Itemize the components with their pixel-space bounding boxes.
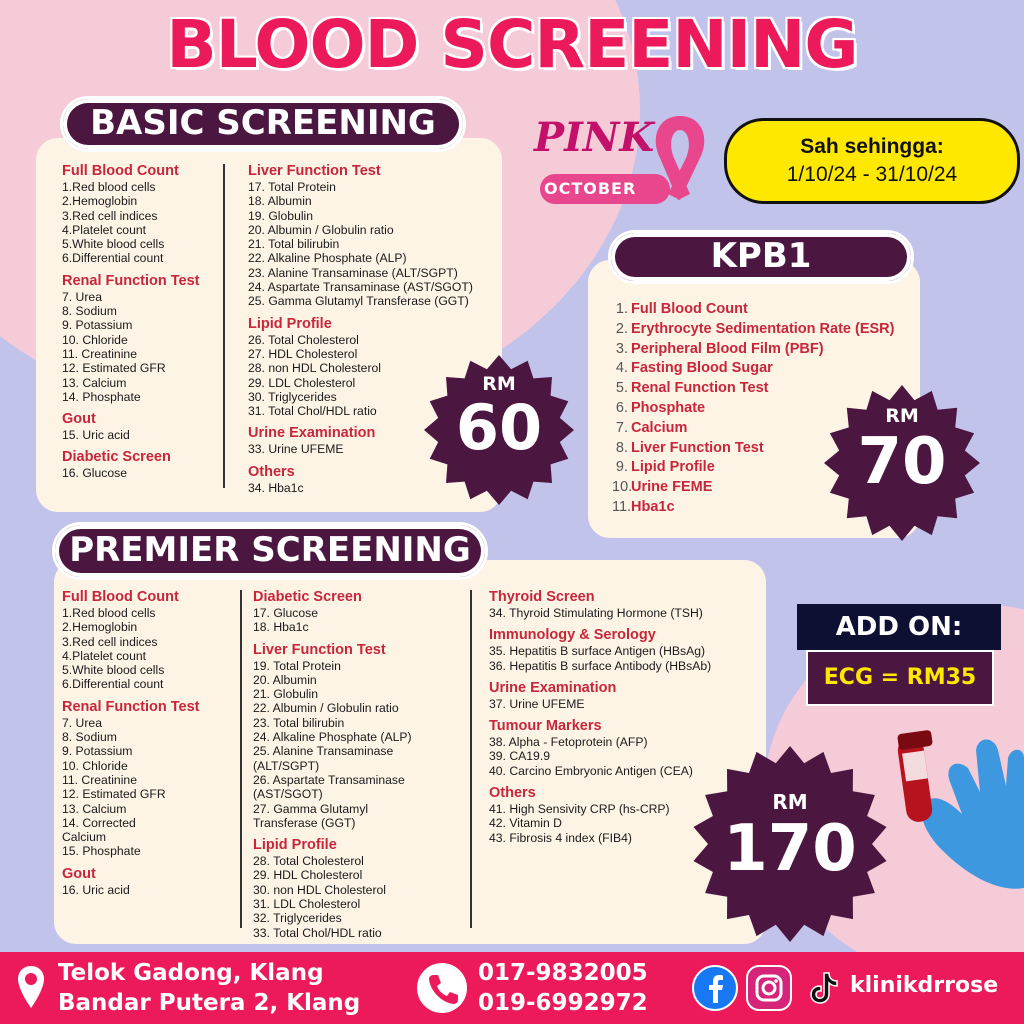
premier-divider-2 (470, 590, 472, 928)
validity-badge (724, 118, 1020, 204)
test-item: 18. Albumin (248, 194, 312, 209)
kpb1-item-label: Urine FEME (631, 479, 713, 496)
test-item: 33. Urine UFEME (248, 442, 344, 457)
test-item: 17. Total Protein (248, 180, 336, 194)
test-item: 11. Creatinine (62, 346, 137, 361)
test-item: 10. Chloride (62, 332, 128, 347)
kpb1-item-label: Renal Function Test (631, 380, 769, 397)
kpb1-title: KPB1 (608, 230, 914, 284)
test-item: 11. Creatinine (62, 772, 137, 787)
basic-price-badge (423, 355, 575, 505)
test-item: 28. Total Cholesterol (253, 854, 364, 869)
test-item: 32. Triglycerides (253, 911, 342, 926)
test-item: 4.Platelet count (62, 222, 147, 237)
kpb1-item-label: Erythrocyte Sedimentation Rate (ESR) (631, 320, 895, 337)
test-item: 5.White blood cells (62, 237, 165, 252)
test-item: 21. Total bilirubin (248, 237, 340, 252)
test-item: 1.Red blood cells (62, 606, 156, 620)
premier-divider-1 (240, 590, 242, 928)
kpb1-item (612, 359, 894, 379)
test-item: 30. non HDL Cholesterol (253, 882, 387, 897)
test-item: 3.Red cell indices (62, 634, 158, 649)
kpb1-item-number: 8. (615, 439, 628, 456)
test-item: 36. Hepatitis B surface Antibody (HBsAb) (489, 658, 712, 673)
test-item: 22. Albumin / Globulin ratio (253, 701, 399, 716)
pink-october-line2: OCTOBER (544, 179, 637, 198)
test-item: 40. Carcino Embryonic Antigen (CEA) (489, 763, 693, 778)
test-item: 10. Chloride (62, 758, 128, 773)
kpb1-price-value: 70 (857, 425, 947, 499)
footer-locations (58, 958, 360, 1018)
test-item: 2.Hemoglobin (62, 194, 138, 209)
addon-ecg: ECG = RM35 (806, 650, 994, 706)
test-item: 12. Estimated GFR (62, 787, 166, 802)
test-item: 20. Albumin / Globulin ratio (248, 222, 394, 237)
basic-price-value: 60 (455, 391, 543, 464)
kpb1-item-number: 2. (615, 320, 628, 337)
test-item: 5.White blood cells (62, 663, 165, 678)
test-item: 29. HDL Cholesterol (253, 868, 363, 883)
page-title: BLOOD SCREENING (166, 6, 858, 83)
test-item: 6.Differential count (62, 677, 164, 692)
test-item: 20. Albumin (253, 672, 317, 687)
section-title: Liver Function Test (253, 641, 386, 658)
test-item: 7. Urea (62, 715, 102, 730)
premier-price-value: 170 (723, 812, 857, 886)
kpb1-price-prefix: RM (885, 405, 919, 427)
kpb1-price-badge (824, 385, 980, 541)
test-item: 31. Total Chol/HDL ratio (248, 404, 377, 419)
section-title: Gout (62, 865, 96, 882)
section-title: Renal Function Test (62, 698, 200, 715)
kpb1-item-number: 6. (615, 399, 628, 416)
test-item: 9. Potassium (62, 318, 133, 333)
test-item: 7. Urea (62, 289, 102, 304)
test-item: 18. Hba1c (253, 620, 309, 635)
section-title: Others (248, 463, 295, 480)
kpb1-item-number: 7. (615, 419, 628, 436)
addon-title: ADD ON: (797, 604, 1001, 650)
test-item: 24. Aspartate Transaminase (AST/SGOT) (248, 280, 473, 295)
test-item: 6.Differential count (62, 251, 164, 266)
premier-price-badge (690, 746, 890, 942)
phone-icon (416, 962, 468, 1014)
test-item: 19. Total Protein (253, 658, 341, 673)
test-item: 29. LDL Cholesterol (248, 375, 356, 390)
test-item: 13. Calcium (62, 801, 127, 816)
phone-1[interactable]: 017-9832005 (478, 960, 648, 986)
test-item: Transferase (GGT) (253, 815, 356, 830)
test-item: 23. Total bilirubin (253, 715, 345, 730)
kpb1-item (612, 340, 894, 360)
basic-price-prefix: RM (482, 373, 516, 395)
section-title: Lipid Profile (253, 837, 337, 854)
section-title: Full Blood Count (62, 163, 179, 179)
premier-screening-title: PREMIER SCREENING (52, 522, 488, 580)
kpb1-item-number: 11. (612, 498, 632, 515)
test-item: 31. LDL Cholesterol (253, 897, 361, 912)
section-title: Diabetic Screen (62, 449, 171, 466)
kpb1-item (612, 300, 894, 320)
premier-column-2 (253, 588, 463, 940)
premier-price-prefix: RM (772, 790, 808, 814)
test-item: 3.Red cell indices (62, 208, 158, 223)
test-item: 14. Corrected (62, 815, 136, 830)
test-item: 34. Thyroid Stimulating Hormone (TSH) (489, 606, 703, 620)
section-title: Diabetic Screen (253, 589, 362, 605)
kpb1-item-number: 1. (615, 301, 628, 317)
kpb1-item-label: Liver Function Test (631, 439, 764, 456)
kpb1-item-number: 10. (612, 479, 633, 496)
test-item: 26. Total Cholesterol (248, 332, 359, 347)
test-item: 41. High Sensivity CRP (hs-CRP) (489, 802, 670, 817)
test-item: 34. Hba1c (248, 480, 304, 495)
tiktok-icon[interactable] (800, 965, 846, 1011)
validity-dates: 1/10/24 - 31/10/24 (786, 163, 958, 186)
section-title: Renal Function Test (62, 272, 200, 289)
test-item: 23. Alanine Transaminase (ALT/SGPT) (248, 265, 458, 280)
test-item: 25. Alanine Transaminase (253, 744, 394, 759)
location-pin-icon (16, 964, 46, 1010)
kpb1-item-number: 9. (615, 459, 628, 476)
location-2: Bandar Putera 2, Klang (58, 990, 361, 1016)
test-item: 16. Glucose (62, 466, 128, 481)
test-item: 14. Phosphate (62, 389, 141, 404)
instagram-icon[interactable] (746, 965, 792, 1011)
kpb1-item-label: Peripheral Blood Film (PBF) (631, 340, 824, 357)
phone-2[interactable]: 019-6992972 (478, 990, 648, 1016)
kpb1-item-label: Full Blood Count (631, 301, 748, 317)
social-handle[interactable]: klinikdrrose (850, 973, 999, 998)
kpb1-item-label: Phosphate (631, 399, 706, 416)
section-title: Gout (62, 411, 96, 428)
section-title: Urine Examination (248, 425, 376, 442)
kpb1-item-label: Calcium (631, 419, 688, 436)
kpb1-item-number: 5. (615, 380, 628, 397)
section-title: Others (489, 785, 536, 802)
test-item: 8. Sodium (62, 304, 117, 319)
kpb1-item-number: 3. (615, 340, 628, 357)
pink-october-line1: PINK (534, 114, 655, 161)
test-item: (AST/SGOT) (253, 787, 323, 802)
test-item: 4.Platelet count (62, 648, 147, 663)
test-item: 2.Hemoglobin (62, 620, 138, 635)
kpb1-item-label: Fasting Blood Sugar (631, 360, 773, 377)
test-item: 22. Alkaline Phosphate (ALP) (248, 251, 407, 266)
test-item: 15. Uric acid (62, 428, 130, 443)
test-item: 15. Phosphate (62, 844, 141, 859)
test-item: 1.Red blood cells (62, 180, 156, 194)
test-item: 9. Potassium (62, 744, 133, 759)
test-item: 33. Total Chol/HDL ratio (253, 925, 382, 940)
kpb1-item-label: Lipid Profile (631, 459, 715, 476)
basic-column-1 (62, 162, 222, 481)
test-item: 26. Aspartate Transaminase (253, 772, 405, 787)
section-title: Tumour Markers (489, 718, 602, 735)
basic-screening-title: BASIC SCREENING (60, 96, 466, 152)
test-item: 12. Estimated GFR (62, 361, 166, 376)
test-item: Calcium (62, 830, 107, 845)
test-item: 28. non HDL Cholesterol (248, 361, 382, 376)
test-item: 8. Sodium (62, 730, 117, 745)
gloved-hand-blood-tube-icon (880, 712, 1024, 912)
test-item: 19. Globulin (248, 208, 314, 223)
test-item: 30. Triglycerides (248, 389, 337, 404)
footer (0, 952, 1024, 1024)
test-item: 39. CA19.9 (489, 749, 550, 764)
facebook-icon[interactable] (692, 965, 738, 1011)
test-item: 27. Gamma Glutamyl (253, 801, 369, 816)
section-title: Immunology & Serology (489, 627, 656, 644)
section-title: Urine Examination (489, 679, 617, 696)
section-title: Full Blood Count (62, 589, 179, 605)
section-title: Thyroid Screen (489, 589, 595, 605)
section-title: Liver Function Test (248, 163, 381, 179)
test-item: 16. Uric acid (62, 882, 130, 897)
basic-divider (223, 164, 225, 488)
section-title: Lipid Profile (248, 315, 332, 332)
test-item: 24. Alkaline Phosphate (ALP) (253, 730, 412, 745)
test-item: 13. Calcium (62, 375, 127, 390)
test-item: 38. Alpha - Fetoprotein (AFP) (489, 735, 648, 750)
location-1: Telok Gadong, Klang (58, 960, 324, 986)
test-item: 35. Hepatitis B surface Antigen (HBsAg) (489, 644, 706, 659)
test-item: 17. Glucose (253, 606, 319, 620)
premier-column-1 (62, 588, 236, 897)
test-item: 21. Globulin (253, 687, 319, 702)
kpb1-item-number: 4. (615, 360, 628, 377)
validity-label: Sah sehingga: (800, 135, 944, 158)
test-item: 25. Gamma Glutamyl Transferase (GGT) (248, 294, 469, 309)
pink-october-logo (530, 108, 720, 208)
test-item: 27. HDL Cholesterol (248, 346, 358, 361)
kpb1-item-label: Hba1c (631, 498, 675, 515)
test-item: 42. Vitamin D (489, 816, 562, 831)
kpb1-item (612, 320, 894, 340)
test-item: (ALT/SGPT) (253, 758, 320, 773)
test-item: 43. Fibrosis 4 index (FIB4) (489, 830, 632, 845)
footer-phones (478, 958, 648, 1018)
test-item: 37. Urine UFEME (489, 696, 585, 711)
